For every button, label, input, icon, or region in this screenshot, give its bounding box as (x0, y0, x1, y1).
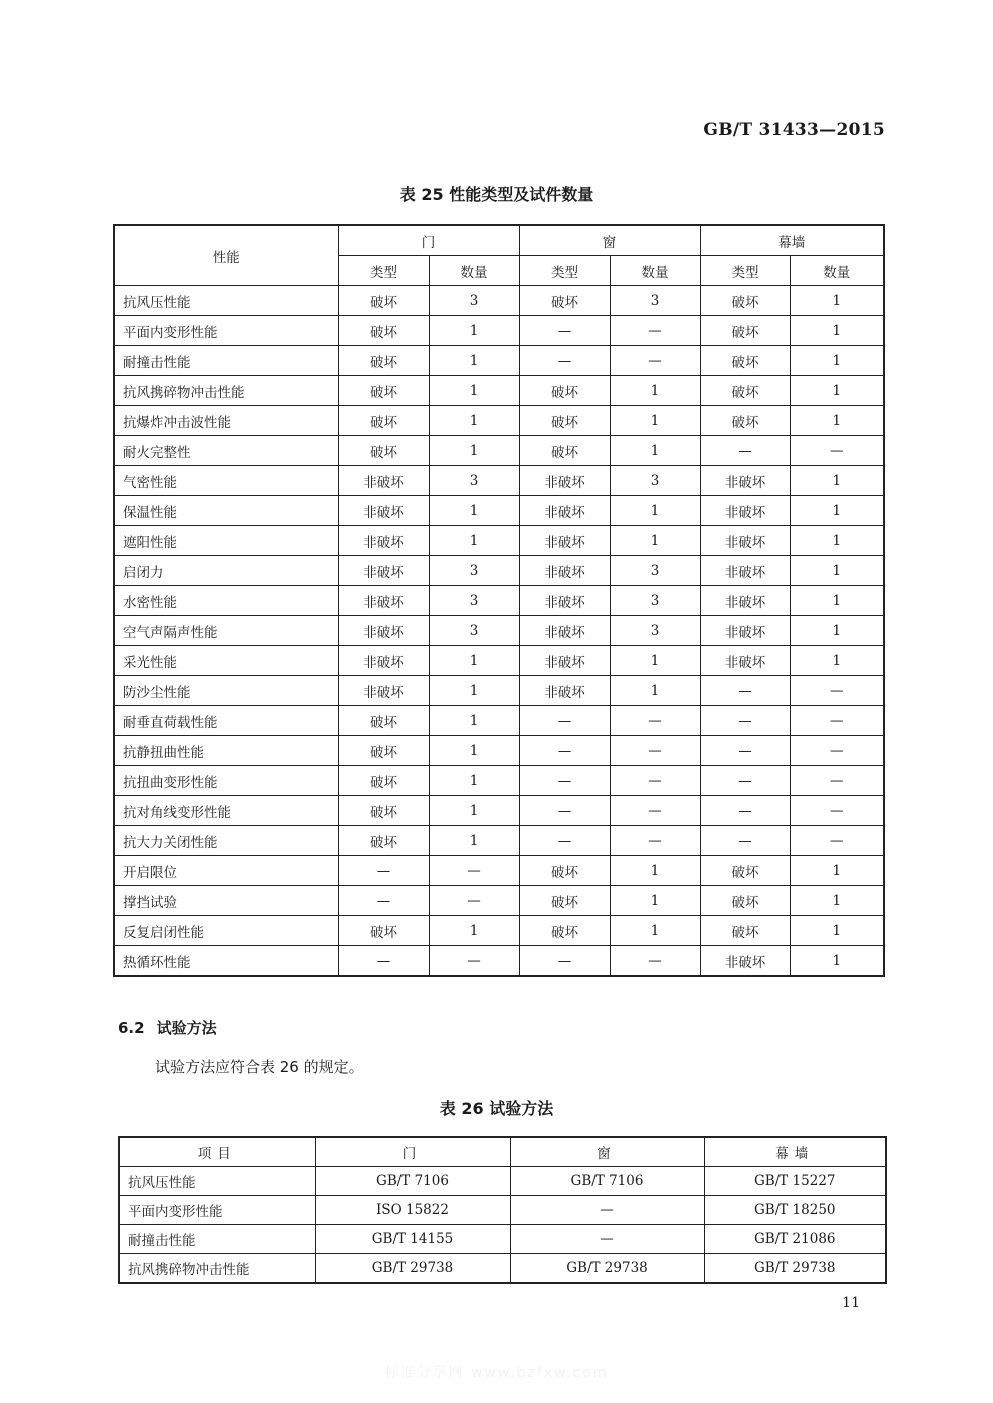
table-26 (118, 1136, 887, 1284)
method-cell: ISO 15822 (315, 1196, 510, 1225)
quantity-cell: 1 (429, 646, 519, 676)
item-name: 平面内变形性能 (119, 1196, 315, 1225)
type-cell: 非破坏 (338, 556, 429, 586)
header-group-door: 门 (338, 225, 519, 256)
method-cell: GB/T 21086 (704, 1225, 886, 1254)
quantity-cell: 1 (429, 406, 519, 436)
quantity-cell: — (610, 946, 700, 977)
quantity-cell: 1 (790, 376, 884, 406)
quantity-cell: 1 (429, 826, 519, 856)
type-cell: — (519, 316, 610, 346)
performance-name: 启闭力 (114, 556, 338, 586)
header-door: 门 (315, 1137, 510, 1167)
quantity-cell: — (429, 886, 519, 916)
table-row (114, 286, 884, 316)
table-row (114, 346, 884, 376)
watermark: 标准分享网 www.bzfxw.com (384, 1365, 609, 1381)
quantity-cell: — (790, 676, 884, 706)
performance-name: 耐垂直荷载性能 (114, 706, 338, 736)
type-cell: 非破坏 (519, 646, 610, 676)
type-cell: — (519, 346, 610, 376)
quantity-cell: 1 (429, 526, 519, 556)
type-cell: 非破坏 (700, 616, 790, 646)
quantity-cell: 1 (790, 586, 884, 616)
type-cell: 非破坏 (338, 466, 429, 496)
type-cell: 非破坏 (338, 646, 429, 676)
type-cell: 非破坏 (338, 616, 429, 646)
header-quantity: 数量 (790, 256, 884, 286)
quantity-cell: — (790, 796, 884, 826)
type-cell: — (338, 946, 429, 977)
type-cell: — (519, 706, 610, 736)
table-26-title: 表 26 试验方法 (439, 1099, 554, 1118)
quantity-cell: 1 (790, 946, 884, 977)
header-type: 类型 (519, 256, 610, 286)
table-row (114, 796, 884, 826)
type-cell: — (700, 766, 790, 796)
quantity-cell: 1 (790, 886, 884, 916)
performance-name: 抗对角线变形性能 (114, 796, 338, 826)
type-cell: — (519, 796, 610, 826)
type-cell: 非破坏 (519, 526, 610, 556)
quantity-cell: — (610, 706, 700, 736)
method-cell: GB/T 7106 (315, 1167, 510, 1196)
performance-name: 抗大力关闭性能 (114, 826, 338, 856)
type-cell: 破坏 (700, 286, 790, 316)
table-row (114, 496, 884, 526)
quantity-cell: — (610, 346, 700, 376)
table-row (119, 1196, 886, 1225)
type-cell: 破坏 (700, 346, 790, 376)
header-type: 类型 (338, 256, 429, 286)
type-cell: 破坏 (519, 856, 610, 886)
header-type: 类型 (700, 256, 790, 286)
table-row (114, 556, 884, 586)
quantity-cell: 1 (790, 406, 884, 436)
quantity-cell: 3 (610, 466, 700, 496)
quantity-cell: 1 (790, 526, 884, 556)
table-row (114, 646, 884, 676)
quantity-cell: 1 (429, 736, 519, 766)
section-number: 6.2 (118, 1019, 145, 1037)
type-cell: 破坏 (338, 736, 429, 766)
quantity-cell: 1 (610, 646, 700, 676)
table-row (114, 376, 884, 406)
quantity-cell: 1 (790, 466, 884, 496)
type-cell: 非破坏 (700, 586, 790, 616)
quantity-cell: 1 (429, 316, 519, 346)
quantity-cell: 3 (429, 586, 519, 616)
method-cell: — (510, 1196, 704, 1225)
header-curtain-wall: 幕墙 (704, 1137, 886, 1167)
type-cell: 非破坏 (700, 466, 790, 496)
quantity-cell: 1 (429, 496, 519, 526)
type-cell: 非破坏 (338, 586, 429, 616)
quantity-cell: 1 (610, 496, 700, 526)
table-25-header-row (114, 225, 884, 256)
performance-name: 反复启闭性能 (114, 916, 338, 946)
performance-name: 抗扭曲变形性能 (114, 766, 338, 796)
quantity-cell: 1 (790, 286, 884, 316)
table-row (114, 436, 884, 466)
quantity-cell: 1 (610, 376, 700, 406)
type-cell: 非破坏 (519, 586, 610, 616)
type-cell: 破坏 (700, 316, 790, 346)
item-name: 抗风携碎物冲击性能 (119, 1254, 315, 1284)
type-cell: 非破坏 (700, 556, 790, 586)
quantity-cell: — (790, 736, 884, 766)
method-cell: GB/T 7106 (510, 1167, 704, 1196)
quantity-cell: 1 (429, 796, 519, 826)
quantity-cell: 1 (610, 526, 700, 556)
header-window: 窗 (510, 1137, 704, 1167)
type-cell: 非破坏 (519, 496, 610, 526)
type-cell: 破坏 (338, 916, 429, 946)
type-cell: — (519, 826, 610, 856)
type-cell: — (700, 436, 790, 466)
type-cell: 破坏 (700, 856, 790, 886)
performance-name: 遮阳性能 (114, 526, 338, 556)
quantity-cell: 1 (610, 916, 700, 946)
type-cell: 破坏 (519, 286, 610, 316)
type-cell: 破坏 (519, 406, 610, 436)
method-cell: GB/T 29738 (510, 1254, 704, 1284)
quantity-cell: 3 (610, 286, 700, 316)
type-cell: 破坏 (700, 376, 790, 406)
quantity-cell: 3 (610, 556, 700, 586)
table-row (119, 1254, 886, 1284)
performance-name: 开启限位 (114, 856, 338, 886)
quantity-cell: 1 (429, 346, 519, 376)
quantity-cell: 1 (429, 436, 519, 466)
type-cell: 非破坏 (700, 646, 790, 676)
type-cell: 非破坏 (519, 616, 610, 646)
quantity-cell: 1 (790, 346, 884, 376)
type-cell: 破坏 (338, 796, 429, 826)
performance-name: 热循环性能 (114, 946, 338, 977)
method-cell: GB/T 18250 (704, 1196, 886, 1225)
header-quantity: 数量 (429, 256, 519, 286)
type-cell: — (700, 736, 790, 766)
header-group-window: 窗 (519, 225, 700, 256)
section-paragraph: 试验方法应符合表 26 的规定。 (155, 1058, 364, 1076)
table-row (114, 316, 884, 346)
header-group-curtain-wall: 幕墙 (700, 225, 884, 256)
table-row (114, 826, 884, 856)
type-cell: 破坏 (338, 826, 429, 856)
type-cell: — (700, 796, 790, 826)
table-row (119, 1225, 886, 1254)
table-row (114, 616, 884, 646)
quantity-cell: 3 (429, 616, 519, 646)
table-row (114, 466, 884, 496)
section-heading (118, 1017, 217, 1038)
type-cell: 非破坏 (338, 676, 429, 706)
page-number: 11 (842, 1295, 860, 1311)
quantity-cell: 1 (610, 676, 700, 706)
type-cell: — (700, 826, 790, 856)
performance-name: 水密性能 (114, 586, 338, 616)
performance-name: 抗静扭曲性能 (114, 736, 338, 766)
performance-name: 防沙尘性能 (114, 676, 338, 706)
quantity-cell: 3 (610, 616, 700, 646)
type-cell: 非破坏 (519, 556, 610, 586)
header-item: 项目 (119, 1137, 315, 1167)
table-row (114, 946, 884, 977)
quantity-cell: 1 (610, 886, 700, 916)
quantity-cell: 1 (610, 406, 700, 436)
type-cell: 破坏 (519, 886, 610, 916)
table-row (114, 736, 884, 766)
quantity-cell: 1 (790, 496, 884, 526)
quantity-cell: — (790, 826, 884, 856)
quantity-cell: 1 (790, 556, 884, 586)
quantity-cell: 1 (610, 856, 700, 886)
quantity-cell: 1 (790, 646, 884, 676)
type-cell: 破坏 (519, 916, 610, 946)
type-cell: — (519, 946, 610, 977)
table-row (114, 886, 884, 916)
performance-name: 平面内变形性能 (114, 316, 338, 346)
quantity-cell: — (610, 826, 700, 856)
quantity-cell: 1 (610, 436, 700, 466)
quantity-cell: 1 (790, 316, 884, 346)
performance-name: 抗风携碎物冲击性能 (114, 376, 338, 406)
quantity-cell: — (610, 796, 700, 826)
type-cell: — (519, 736, 610, 766)
method-cell: GB/T 15227 (704, 1167, 886, 1196)
table-row (114, 676, 884, 706)
table-25-title: 表 25 性能类型及试件数量 (399, 185, 594, 204)
standard-number: GB/T 31433—2015 (703, 120, 885, 140)
type-cell: 破坏 (338, 766, 429, 796)
method-cell: — (510, 1225, 704, 1254)
table-row (114, 916, 884, 946)
header-quantity: 数量 (610, 256, 700, 286)
quantity-cell: 1 (429, 706, 519, 736)
performance-name: 耐火完整性 (114, 436, 338, 466)
type-cell: 破坏 (338, 316, 429, 346)
quantity-cell: — (790, 706, 884, 736)
section-title: 试验方法 (156, 1019, 217, 1037)
type-cell: 破坏 (338, 346, 429, 376)
table-row (114, 586, 884, 616)
table-row (114, 706, 884, 736)
table-row (114, 406, 884, 436)
type-cell: 破坏 (338, 376, 429, 406)
type-cell: 非破坏 (519, 466, 610, 496)
method-cell: GB/T 29738 (315, 1254, 510, 1284)
type-cell: — (338, 856, 429, 886)
item-name: 耐撞击性能 (119, 1225, 315, 1254)
performance-name: 气密性能 (114, 466, 338, 496)
type-cell: — (700, 676, 790, 706)
quantity-cell: 1 (429, 916, 519, 946)
performance-name: 抗风压性能 (114, 286, 338, 316)
quantity-cell: 1 (790, 856, 884, 886)
quantity-cell: — (429, 946, 519, 977)
table-26-header-row (119, 1137, 886, 1167)
type-cell: 非破坏 (700, 496, 790, 526)
method-cell: GB/T 29738 (704, 1254, 886, 1284)
quantity-cell: 3 (429, 286, 519, 316)
quantity-cell: — (610, 736, 700, 766)
table-row (119, 1167, 886, 1196)
quantity-cell: — (610, 766, 700, 796)
type-cell: 破坏 (700, 406, 790, 436)
quantity-cell: — (790, 766, 884, 796)
table-row (114, 856, 884, 886)
quantity-cell: 1 (429, 376, 519, 406)
type-cell: — (338, 886, 429, 916)
type-cell: 破坏 (519, 376, 610, 406)
type-cell: 非破坏 (338, 526, 429, 556)
type-cell: 破坏 (338, 706, 429, 736)
table-25 (113, 224, 885, 977)
quantity-cell: — (429, 856, 519, 886)
type-cell: 破坏 (519, 436, 610, 466)
quantity-cell: 1 (790, 916, 884, 946)
performance-name: 撑挡试验 (114, 886, 338, 916)
type-cell: — (519, 766, 610, 796)
header-performance: 性能 (114, 225, 338, 286)
type-cell: 破坏 (338, 286, 429, 316)
performance-name: 耐撞击性能 (114, 346, 338, 376)
quantity-cell: 1 (429, 766, 519, 796)
quantity-cell: 3 (610, 586, 700, 616)
performance-name: 空气声隔声性能 (114, 616, 338, 646)
item-name: 抗风压性能 (119, 1167, 315, 1196)
type-cell: 非破坏 (338, 496, 429, 526)
table-row (114, 766, 884, 796)
type-cell: 破坏 (700, 916, 790, 946)
quantity-cell: 3 (429, 556, 519, 586)
type-cell: 非破坏 (700, 946, 790, 977)
method-cell: GB/T 14155 (315, 1225, 510, 1254)
table-row (114, 526, 884, 556)
performance-name: 采光性能 (114, 646, 338, 676)
quantity-cell: 1 (429, 676, 519, 706)
performance-name: 保温性能 (114, 496, 338, 526)
type-cell: 非破坏 (519, 676, 610, 706)
quantity-cell: — (790, 436, 884, 466)
type-cell: 破坏 (338, 406, 429, 436)
type-cell: 破坏 (338, 436, 429, 466)
quantity-cell: 1 (790, 616, 884, 646)
quantity-cell: — (610, 316, 700, 346)
type-cell: 非破坏 (700, 526, 790, 556)
type-cell: — (700, 706, 790, 736)
quantity-cell: 3 (429, 466, 519, 496)
type-cell: 破坏 (700, 886, 790, 916)
performance-name: 抗爆炸冲击波性能 (114, 406, 338, 436)
